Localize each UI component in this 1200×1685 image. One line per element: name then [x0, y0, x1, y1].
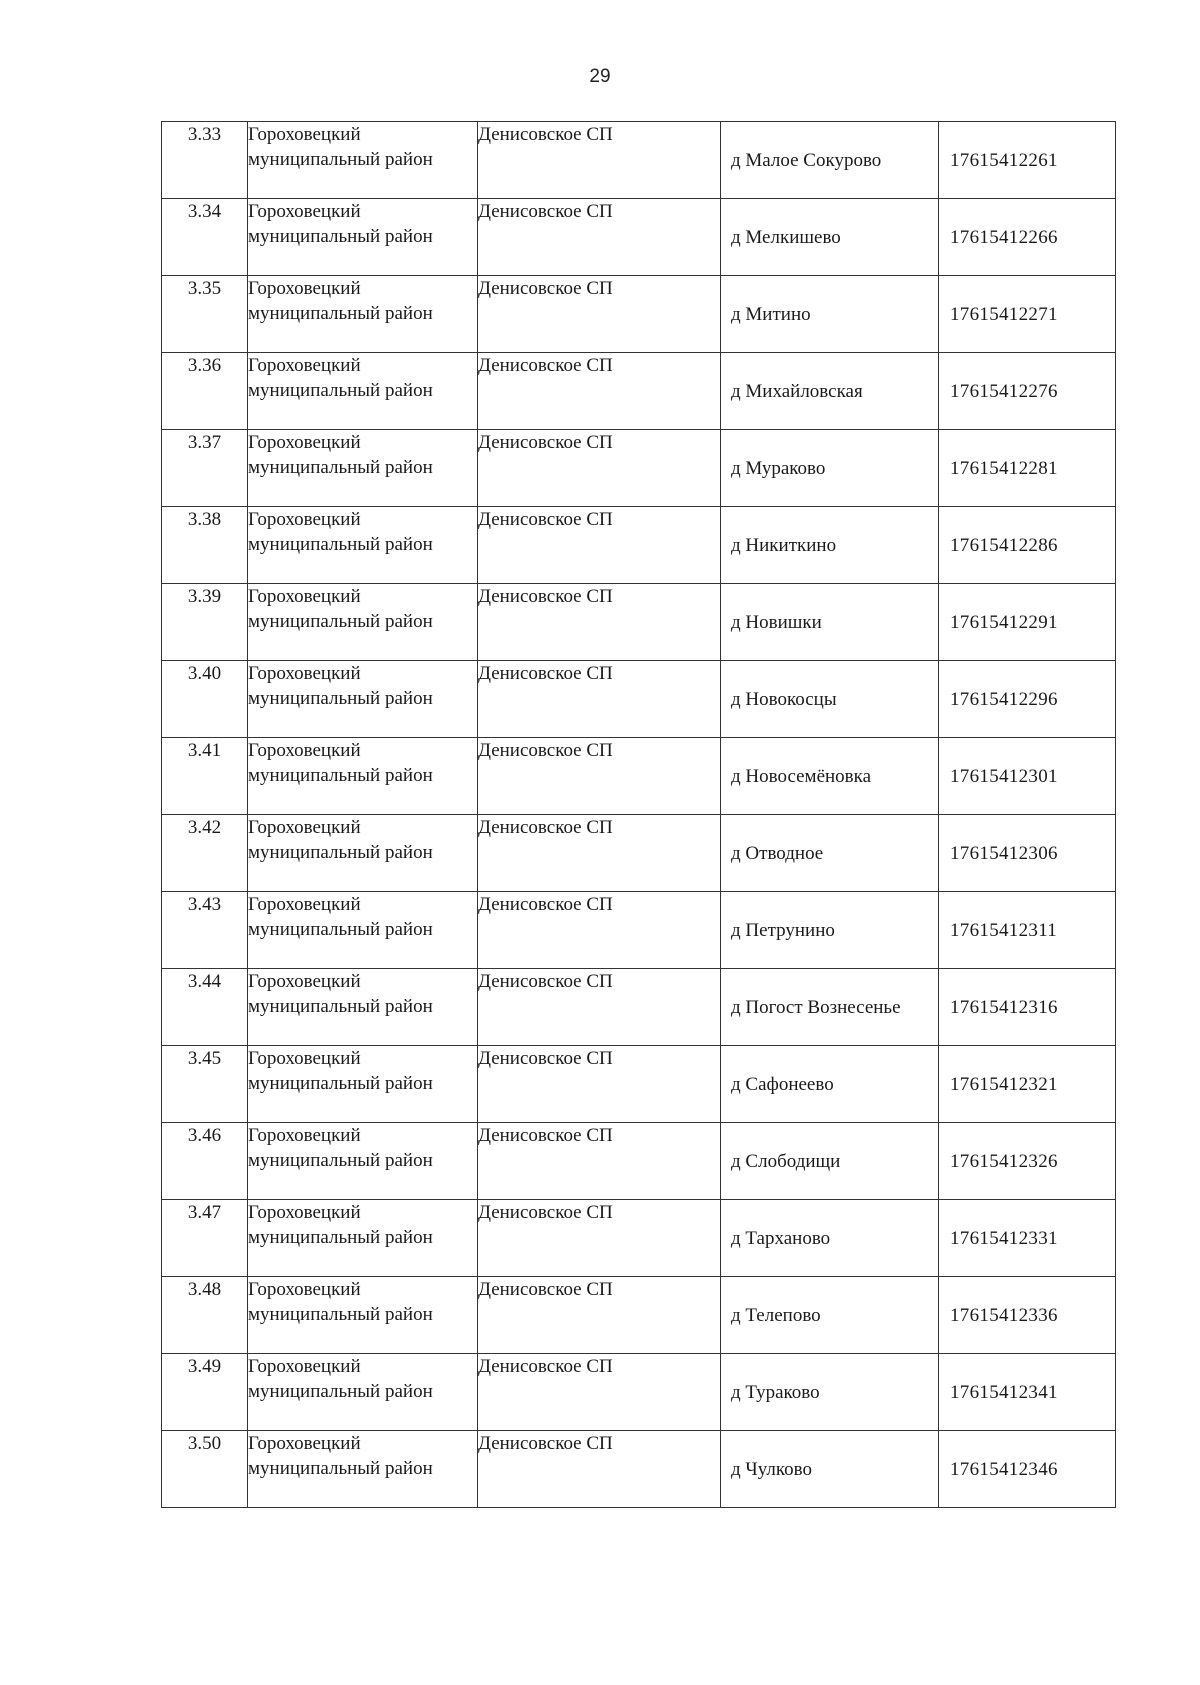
district-cell: Гороховецкий муниципальный район	[248, 815, 478, 892]
settlement-cell: Денисовское СП	[478, 892, 721, 969]
district-cell: Гороховецкий муниципальный район	[248, 661, 478, 738]
oktmo-code-cell: 17615412301	[939, 738, 1116, 815]
row-number-cell: 3.47	[162, 1200, 248, 1277]
row-number-cell: 3.39	[162, 584, 248, 661]
settlement-cell: Денисовское СП	[478, 738, 721, 815]
oktmo-code-cell: 17615412286	[939, 507, 1116, 584]
district-cell: Гороховецкий муниципальный район	[248, 353, 478, 430]
locality-cell: д Михайловская	[721, 353, 939, 430]
district-cell: Гороховецкий муниципальный район	[248, 1046, 478, 1123]
table-row	[162, 892, 1116, 969]
district-cell: Гороховецкий муниципальный район	[248, 507, 478, 584]
locality-cell: д Слободищи	[721, 1123, 939, 1200]
row-number-cell: 3.43	[162, 892, 248, 969]
settlement-cell: Денисовское СП	[478, 1046, 721, 1123]
row-number-cell: 3.37	[162, 430, 248, 507]
settlement-cell: Денисовское СП	[478, 969, 721, 1046]
oktmo-code-cell: 17615412336	[939, 1277, 1116, 1354]
table-row	[162, 1200, 1116, 1277]
table-row	[162, 1431, 1116, 1508]
table-row	[162, 353, 1116, 430]
row-number-cell: 3.44	[162, 969, 248, 1046]
oktmo-code-cell: 17615412296	[939, 661, 1116, 738]
table-row	[162, 1123, 1116, 1200]
table-row	[162, 1277, 1116, 1354]
oktmo-code-cell: 17615412346	[939, 1431, 1116, 1508]
table-row	[162, 584, 1116, 661]
district-cell: Гороховецкий муниципальный район	[248, 276, 478, 353]
oktmo-code-cell: 17615412341	[939, 1354, 1116, 1431]
oktmo-code-cell: 17615412306	[939, 815, 1116, 892]
locality-cell: д Отводное	[721, 815, 939, 892]
district-cell: Гороховецкий муниципальный район	[248, 199, 478, 276]
oktmo-code-cell: 17615412266	[939, 199, 1116, 276]
table-row	[162, 430, 1116, 507]
settlement-cell: Денисовское СП	[478, 199, 721, 276]
row-number-cell: 3.45	[162, 1046, 248, 1123]
settlement-cell: Денисовское СП	[478, 1431, 721, 1508]
settlement-cell: Денисовское СП	[478, 661, 721, 738]
locality-cell: д Чулково	[721, 1431, 939, 1508]
oktmo-code-cell: 17615412321	[939, 1046, 1116, 1123]
table-row	[162, 738, 1116, 815]
row-number-cell: 3.36	[162, 353, 248, 430]
table-body	[162, 122, 1116, 1508]
settlement-cell: Денисовское СП	[478, 1200, 721, 1277]
oktmo-code-cell: 17615412281	[939, 430, 1116, 507]
locality-cell: д Телепово	[721, 1277, 939, 1354]
row-number-cell: 3.49	[162, 1354, 248, 1431]
district-cell: Гороховецкий муниципальный район	[248, 584, 478, 661]
district-cell: Гороховецкий муниципальный район	[248, 1431, 478, 1508]
row-number-cell: 3.35	[162, 276, 248, 353]
locality-cell: д Петрунино	[721, 892, 939, 969]
table-row	[162, 969, 1116, 1046]
oktmo-code-cell: 17615412326	[939, 1123, 1116, 1200]
oktmo-code-cell: 17615412291	[939, 584, 1116, 661]
table-row	[162, 661, 1116, 738]
table-row	[162, 815, 1116, 892]
locality-cell: д Тарханово	[721, 1200, 939, 1277]
oktmo-code-cell: 17615412261	[939, 122, 1116, 199]
page-number: 29	[589, 66, 611, 87]
row-number-cell: 3.46	[162, 1123, 248, 1200]
district-cell: Гороховецкий муниципальный район	[248, 969, 478, 1046]
district-cell: Гороховецкий муниципальный район	[248, 892, 478, 969]
row-number-cell: 3.40	[162, 661, 248, 738]
row-number-cell: 3.34	[162, 199, 248, 276]
district-cell: Гороховецкий муниципальный район	[248, 122, 478, 199]
district-cell: Гороховецкий муниципальный район	[248, 1277, 478, 1354]
locality-cell: д Сафонеево	[721, 1046, 939, 1123]
settlement-cell: Денисовское СП	[478, 122, 721, 199]
locality-cell: д Митино	[721, 276, 939, 353]
locality-cell: д Погост Вознесенье	[721, 969, 939, 1046]
settlements-table	[161, 121, 1116, 1508]
district-cell: Гороховецкий муниципальный район	[248, 1123, 478, 1200]
settlement-cell: Денисовское СП	[478, 1354, 721, 1431]
row-number-cell: 3.48	[162, 1277, 248, 1354]
locality-cell: д Малое Сокурово	[721, 122, 939, 199]
settlement-cell: Денисовское СП	[478, 276, 721, 353]
row-number-cell: 3.38	[162, 507, 248, 584]
row-number-cell: 3.50	[162, 1431, 248, 1508]
locality-cell: д Новокосцы	[721, 661, 939, 738]
district-cell: Гороховецкий муниципальный район	[248, 430, 478, 507]
settlement-cell: Денисовское СП	[478, 1277, 721, 1354]
row-number-cell: 3.33	[162, 122, 248, 199]
locality-cell: д Новишки	[721, 584, 939, 661]
settlement-cell: Денисовское СП	[478, 815, 721, 892]
settlement-cell: Денисовское СП	[478, 507, 721, 584]
settlement-cell: Денисовское СП	[478, 353, 721, 430]
locality-cell: д Мураково	[721, 430, 939, 507]
table-row	[162, 1354, 1116, 1431]
locality-cell: д Новосемёновка	[721, 738, 939, 815]
table-row	[162, 122, 1116, 199]
table-row	[162, 276, 1116, 353]
district-cell: Гороховецкий муниципальный район	[248, 1200, 478, 1277]
oktmo-code-cell: 17615412311	[939, 892, 1116, 969]
oktmo-code-cell: 17615412276	[939, 353, 1116, 430]
locality-cell: д Тураково	[721, 1354, 939, 1431]
settlement-cell: Денисовское СП	[478, 430, 721, 507]
oktmo-code-cell: 17615412316	[939, 969, 1116, 1046]
settlement-cell: Денисовское СП	[478, 1123, 721, 1200]
table-row	[162, 1046, 1116, 1123]
table-row	[162, 507, 1116, 584]
locality-cell: д Никиткино	[721, 507, 939, 584]
settlement-cell: Денисовское СП	[478, 584, 721, 661]
oktmo-code-cell: 17615412271	[939, 276, 1116, 353]
district-cell: Гороховецкий муниципальный район	[248, 738, 478, 815]
row-number-cell: 3.41	[162, 738, 248, 815]
table-row	[162, 199, 1116, 276]
oktmo-code-cell: 17615412331	[939, 1200, 1116, 1277]
district-cell: Гороховецкий муниципальный район	[248, 1354, 478, 1431]
locality-cell: д Мелкишево	[721, 199, 939, 276]
row-number-cell: 3.42	[162, 815, 248, 892]
